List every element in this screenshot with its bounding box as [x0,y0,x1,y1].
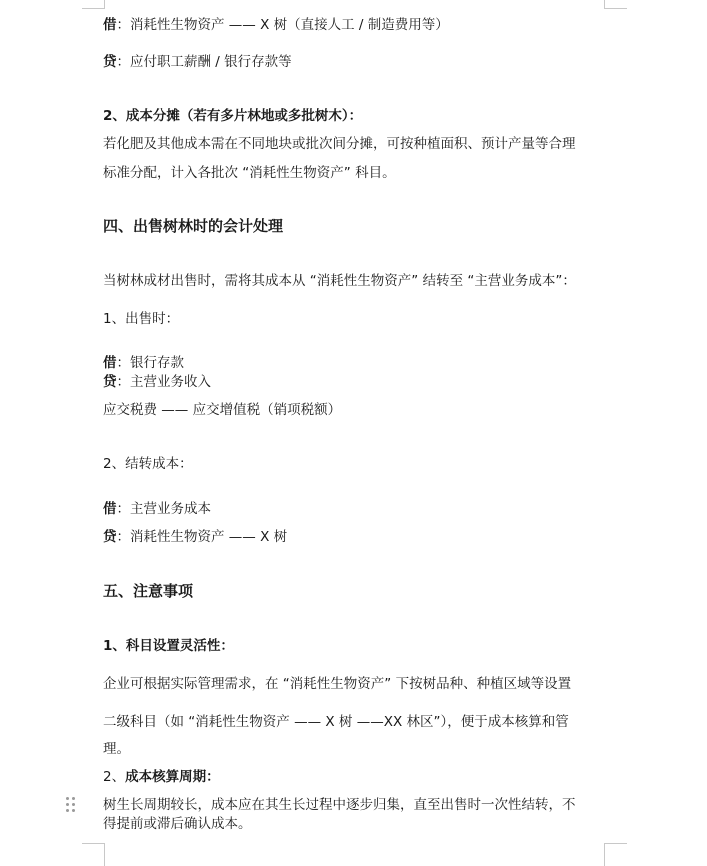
paragraph-line: 标准分配，计入各批次 “消耗性生物资产” 科目。 [103,165,396,181]
debit-label: 借 [103,355,117,371]
page-corner-mark [604,843,627,866]
page-corner-mark [82,0,105,9]
subheading-cost-allocation: 2、成本分摊（若有多片林地或多批树木）： [103,108,363,124]
entry-text: ：银行存款 [116,355,184,371]
step-label: 1、出售时： [103,311,180,327]
paragraph-line: 当树林成材出售时，需将其成本从 “消耗性生物资产” 结转至 “主营业务成本”： [103,273,576,289]
step-label: 2、结转成本： [103,456,193,472]
paragraph-line: 二级科目（如 “消耗性生物资产 —— X 树 ——XX 林区”），便于成本核算和管 [103,714,569,730]
credit-entry-line [103,373,211,391]
entry-continuation: 应交税费 —— 应交增值税（销项税额） [103,402,342,418]
debit-entry-line [103,500,211,518]
paragraph-line: 树生长周期较长，成本应在其生长过程中逐步归集，直至出售时一次性结转，不 [103,797,576,813]
paragraph-line: 得提前或滞后确认成本。 [103,816,252,832]
page-corner-mark [604,0,627,9]
entry-text: ：应付职工薪酬 / 银行存款等 [116,54,292,70]
paragraph-line: 理。 [103,741,130,757]
entry-text: ：主营业务收入 [116,374,211,390]
entry-text: ：消耗性生物资产 —— X 树 [116,529,288,545]
credit-label: 贷 [103,374,117,390]
section-heading-notes: 五、注意事项 [103,582,194,600]
subheading-account-setup: 1、科目设置灵活性： [103,638,234,654]
entry-text: ：主营业务成本 [116,501,211,517]
paragraph-line: 企业可根据实际管理需求，在 “消耗性生物资产” 下按树品种、种植区域等设置 [103,676,572,692]
subheading-number: 2、 [103,769,126,785]
page-corner-mark [82,843,105,866]
subheading-text: 成本核算周期： [125,769,220,785]
credit-entry-line [103,53,292,71]
debit-label: 借 [103,501,117,517]
debit-entry-line [103,354,184,372]
credit-entry-line [103,528,287,546]
section-heading-sale: 四、出售树林时的会计处理 [103,217,284,235]
credit-label: 贷 [103,54,117,70]
entry-text: ：消耗性生物资产 —— X 树（直接人工 / 制造费用等） [116,17,449,33]
drag-handle-icon[interactable] [66,797,76,813]
credit-label: 贷 [103,529,117,545]
subheading-cost-cycle [103,768,220,786]
paragraph-line: 若化肥及其他成本需在不同地块或批次间分摊，可按种植面积、预计产量等合理 [103,136,576,152]
debit-entry-line [103,16,449,34]
debit-label: 借 [103,17,117,33]
